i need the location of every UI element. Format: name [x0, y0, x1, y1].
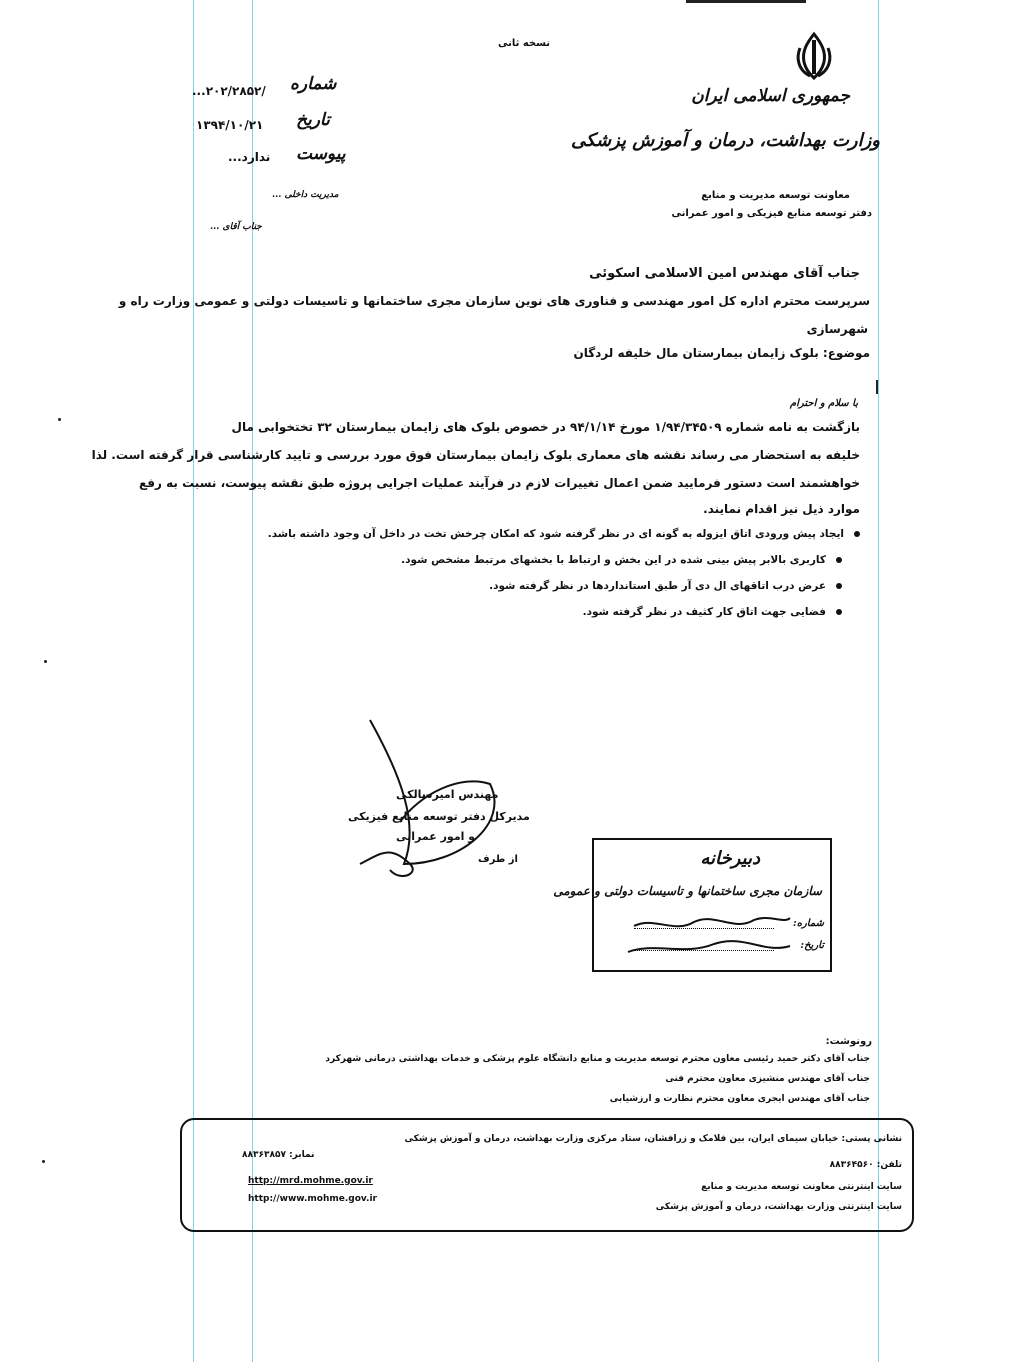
recipient-position: سرپرست محترم اداره کل امور مهندسی و فناوری های نوین سازمان مجری ساختمانها و تاسیسات دولتی و عمومی وزارت راه و [118, 294, 870, 308]
ministry-line-2: وزارت بهداشت، درمان و آموزش پزشکی [571, 130, 880, 151]
letter-subject: موضوع: بلوک زایمان بیمارستان مال خلیفه لردگان [573, 346, 870, 360]
hand-note: جناب آقای ... [210, 222, 262, 232]
stamp-number-label: شماره: [793, 918, 824, 929]
scan-artifact [58, 418, 61, 421]
footer-phone: تلفن: ۸۸۳۶۴۵۶۰ [829, 1160, 902, 1170]
ref-number-value: /۲۰۲/۲۸۵۲... [192, 84, 266, 98]
stamp-org: سازمان مجری ساختمانها و تاسیسات دولتی و عمومی [553, 884, 822, 898]
stamp-date-label: تاریخ: [800, 940, 824, 951]
scan-artifact [44, 660, 47, 663]
registry-stamp [553, 838, 832, 972]
cc-item: جناب آقای مهندس منشیزی معاون محترم فنی [665, 1074, 870, 1084]
footer-site-label-2: سایت اینترنتی وزارت بهداشت، درمان و آموزش پزشکی [655, 1202, 902, 1212]
scan-artifact [686, 0, 806, 3]
ref-attachment-label: پیوست [296, 144, 346, 164]
footer-site-label: سایت اینترنتی معاونت توسعه مدیریت و منابع [701, 1182, 902, 1192]
stamp-title: دبیرخانه [700, 848, 760, 869]
bullet-icon [836, 609, 842, 615]
mrd-website-link[interactable]: http://mrd.mohme.gov.ir [248, 1176, 373, 1186]
stamp-handwriting [624, 906, 794, 962]
footer-address: نشانی پستی: خیابان سیمای ایران، بین فلامک و زرافشان، ستاد مرکزی وزارت بهداشت، درمان و آموزش پزشکی [404, 1134, 902, 1144]
office-title: دفتر توسعه منابع فیزیکی و امور عمرانی [671, 208, 872, 219]
scan-artifact [876, 380, 878, 394]
signatory-title-cont: و امور عمرانی [396, 830, 476, 843]
bullet-icon [836, 583, 842, 589]
cc-item: جناب آقای دکتر حمید رئیسی معاون محترم توسعه مدیریت و منابع دانشگاه علوم پزشکی و خدمات بهداشتی درمانی شهرکرد [325, 1054, 870, 1064]
ref-number-label: شماره [290, 74, 337, 94]
cc-label: رونوشت: [825, 1036, 872, 1047]
ministry-website-link[interactable]: http://www.mohme.gov.ir [248, 1194, 377, 1204]
footer-box [180, 1118, 914, 1232]
bullet-icon [836, 557, 842, 563]
cc-item: جناب آقای مهندس ایجری معاون محترم نظارت و ارزشیابی [609, 1094, 870, 1104]
emblem-icon [792, 30, 836, 82]
salutation: با سلام و احترام [789, 398, 858, 409]
scan-artifact [42, 1160, 45, 1163]
list-item: کاربری بالابر پیش بینی شده در این بخش و ارتباط با بخشهای مرتبط مشخص شود. [401, 554, 842, 566]
body-line: موارد ذیل نیز اقدام نمایند. [703, 502, 860, 516]
ref-attachment-value: ندارد... [228, 150, 271, 164]
body-line: خلیفه به استحضار می رساند نقشه های معماری بلوک زایمان بیمارستان فوق مورد بررسی و تایید کارشناسی قرار گرفته است. لذا [91, 448, 860, 462]
deputy-title: معاونت توسعه مدیریت و منابع [701, 190, 850, 201]
bullet-icon [854, 531, 860, 537]
ref-date-label: تاریخ [296, 110, 330, 130]
footer-fax: نمابر: ۸۸۳۶۳۸۵۷ [242, 1150, 315, 1160]
body-line: بازگشت به نامه شماره ۱/۹۴/۳۴۵۰۹ مورخ ۹۴/۱/۱۴ در خصوص بلوک های زایمان بیمارستان ۳۲ تختخوابی مال [231, 420, 860, 434]
ministry-line-1: جمهوری اسلامی ایران [691, 86, 850, 106]
signatory-name: مهندس امیرسالکی [396, 788, 499, 801]
ref-date-value: ۱۳۹۴/۱۰/۲۱ [196, 118, 264, 132]
hand-note: مدیریت داخلی ... [272, 190, 339, 200]
body-line: خواهشمند است دستور فرمایید ضمن اعمال تغییرات لازم در فرآیند عملیات اجرایی پروژه طبق نقشه پیوست، نسبت به رفع [138, 476, 860, 490]
signatory-title: مدیرکل دفتر توسعه منابع فیزیکی [348, 810, 530, 823]
recipient-name: جناب آقای مهندس امین الاسلامی اسکوئی [589, 266, 860, 281]
on-behalf-label: از طرف [478, 854, 518, 865]
list-item: عرض درب اتاقهای ال دی آر طبق استانداردها در نظر گرفته شود. [489, 580, 842, 592]
recipient-position-cont: شهرسازی [806, 322, 868, 336]
list-item: فضایی جهت اتاق کار کثیف در نظر گرفته شود. [583, 606, 842, 618]
copy-label: نسخه ثانی [498, 38, 551, 49]
list-item: ایجاد پیش ورودی اتاق ایزوله به گونه ای در نظر گرفته شود که امکان چرخش تخت در داخل آن وجود داشته باشد. [268, 528, 860, 540]
